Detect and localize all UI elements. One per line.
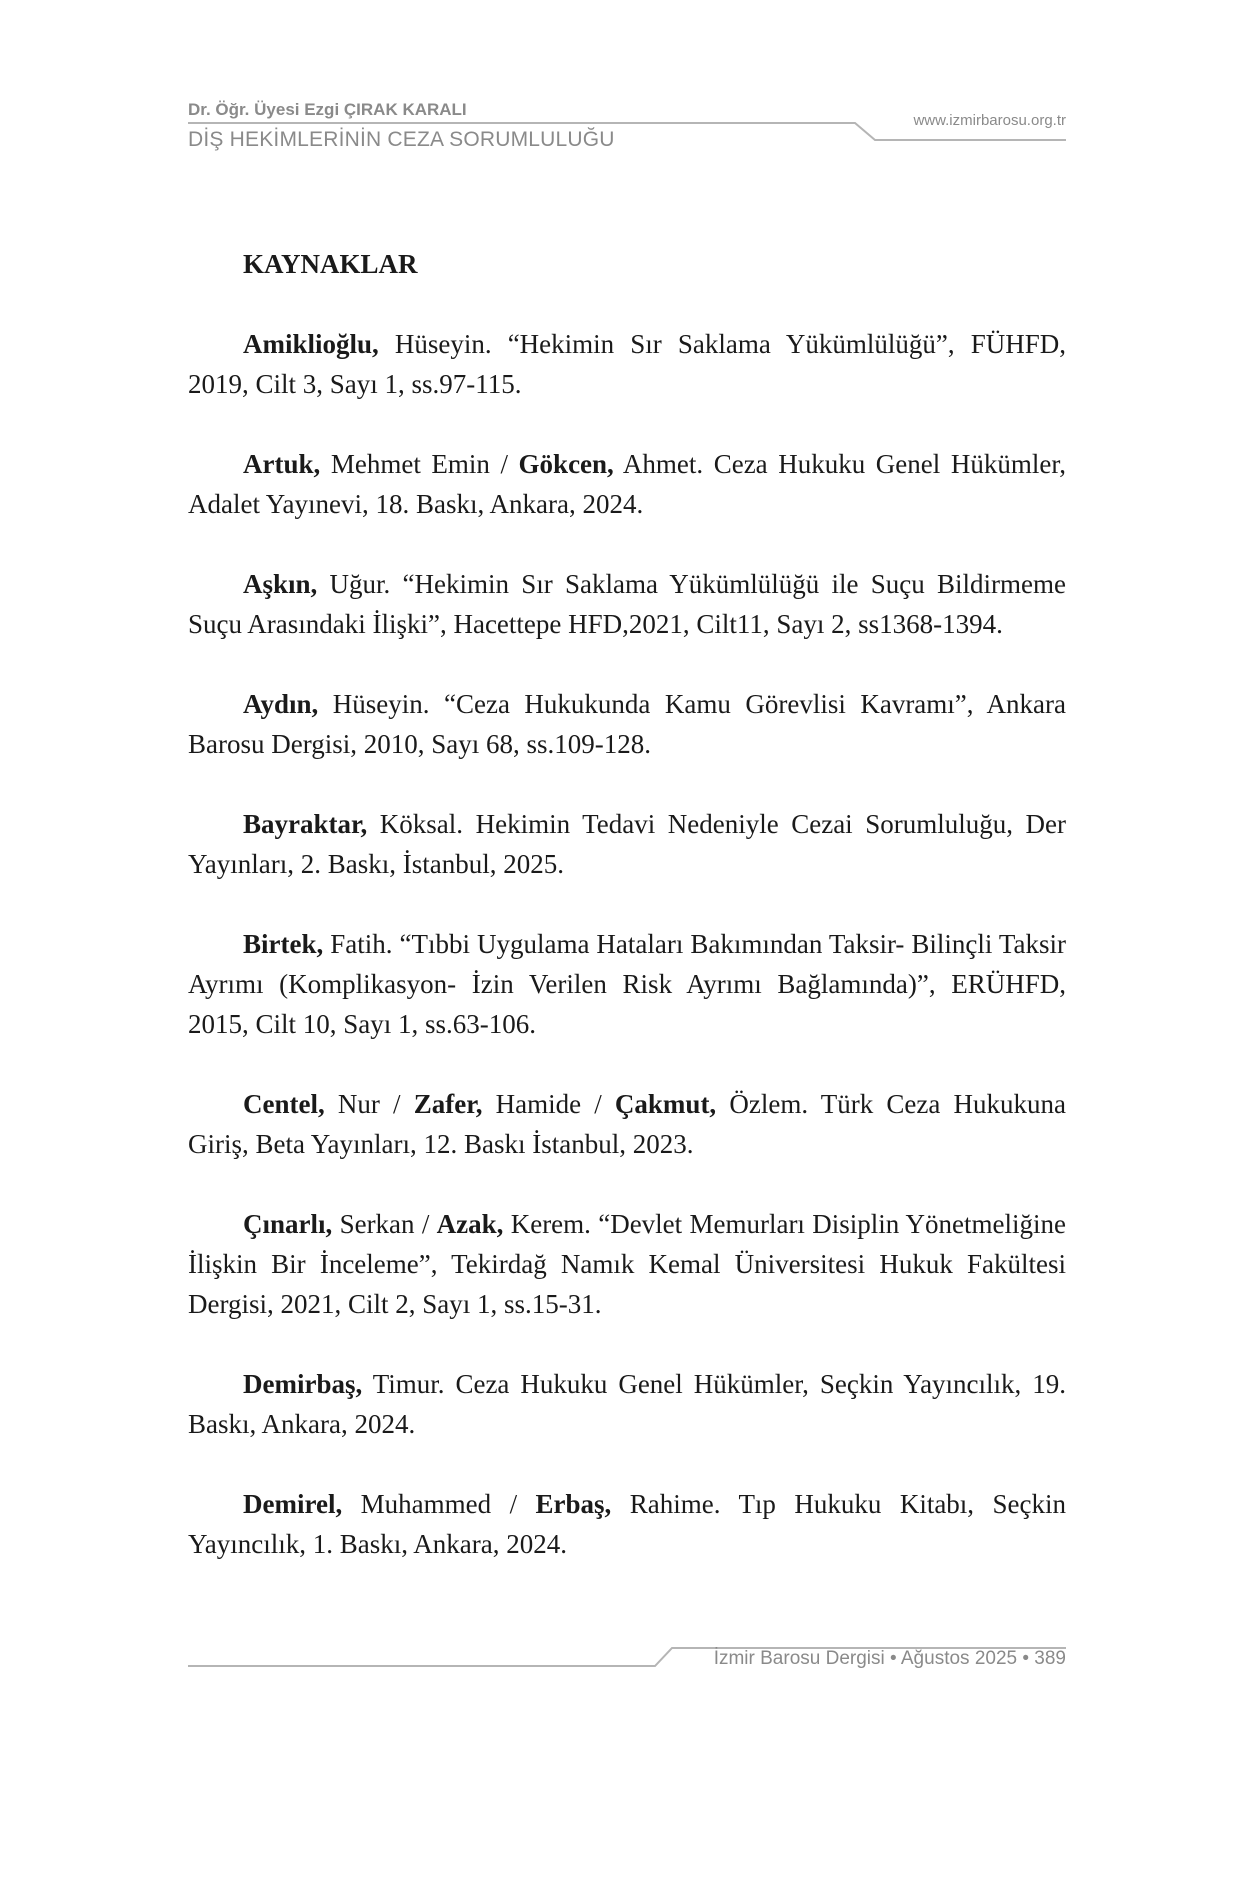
author-name: Demirbaş, (243, 1369, 363, 1399)
author-name: Centel, (243, 1089, 325, 1119)
author-name: Çakmut, (614, 1089, 717, 1119)
author-name: Amiklioğlu, (243, 329, 379, 359)
author-name: Aydın, (243, 689, 319, 719)
author-name: Azak, (436, 1209, 504, 1239)
reference-text: Hüseyin. “Hekimin Sır Saklama Yükümlülüğü”, FÜHFD, 2019, Cilt 3, Sayı 1, ss.97-115. (188, 329, 1066, 399)
header-author: Dr. Öğr. Üyesi Ezgi ÇIRAK KARALI (188, 100, 467, 119)
footer-journal: İzmir Barosu Dergisi • Ağustos 2025 • (713, 1648, 1030, 1669)
author-name: Gökcen, (518, 449, 614, 479)
reference-entry (188, 324, 1066, 404)
reference-text: Nur / (324, 1089, 414, 1119)
author-name: Bayraktar, (243, 809, 368, 839)
author-name: Zafer, (413, 1089, 483, 1119)
reference-entry (188, 564, 1066, 644)
reference-text: Hüseyin. “Ceza Hukukunda Kamu Görevlisi Kavramı”, Ankara Barosu Dergisi, 2010, Sayı 68, ss.109-128. (188, 689, 1066, 759)
page-number: 389 (1034, 1648, 1066, 1669)
author-name: Çınarlı, (243, 1209, 333, 1239)
reference-text: Rahime. Tıp Hukuku Kitabı, Seçkin Yayıncılık, 1. Baskı, Ankara, 2024. (188, 1489, 1066, 1559)
reference-entry (188, 1084, 1066, 1164)
author-name: Birtek, (243, 929, 324, 959)
reference-text: Fatih. “Tıbbi Uygulama Hataları Bakımından Taksir- Bilinçli Taksir Ayrımı (Komplikasyon- İzin Verilen Risk Ayrımı Bağlamında)”, ERÜHFD, 2015, Cilt 10, Sayı 1, ss.63-106. (188, 929, 1066, 1039)
reference-text: Uğur. “Hekimin Sır Saklama Yükümlülüğü ile Suçu Bildirmeme Suçu Arasındaki İlişki”, Hacettepe HFD,2021, Cilt11, Sayı 2, ss1368-1394. (188, 569, 1066, 639)
reference-text: Serkan / (332, 1209, 437, 1239)
footer (714, 1648, 1066, 1670)
reference-text: Köksal. Hekimin Tedavi Nedeniyle Cezai Sorumluluğu, Der Yayınları, 2. Baskı, İstanbul, 2025. (188, 809, 1066, 879)
reference-text: Hamide / (482, 1089, 615, 1119)
reference-text: Timur. Ceza Hukuku Genel Hükümler, Seçkin Yayıncılık, 19. Baskı, Ankara, 2024. (188, 1369, 1066, 1439)
reference-entry (188, 924, 1066, 1044)
author-name: Demirel, (243, 1489, 343, 1519)
author-name: Artuk, (243, 449, 321, 479)
reference-text: Muhammed / (342, 1489, 536, 1519)
reference-entry (188, 804, 1066, 884)
reference-entry (188, 444, 1066, 524)
reference-entry (188, 1364, 1066, 1444)
reference-text: Özlem. Türk Ceza Hukukuna Giriş, Beta Yayınları, 12. Baskı İstanbul, 2023. (188, 1089, 1066, 1159)
reference-list (188, 324, 1066, 1564)
header-article-title: DİŞ HEKİMLERİNİN CEZA SORUMLULUĞU (188, 128, 615, 151)
reference-entry (188, 1484, 1066, 1564)
header-url: www.izmirbarosu.org.tr (913, 112, 1066, 129)
references-section (188, 244, 1066, 1604)
reference-text: Mehmet Emin / (320, 449, 519, 479)
reference-entry (188, 684, 1066, 764)
author-name: Erbaş, (535, 1489, 612, 1519)
section-heading: KAYNAKLAR (243, 249, 418, 279)
reference-text: Ahmet. Ceza Hukuku Genel Hükümler, Adalet Yayınevi, 18. Baskı, Ankara, 2024. (188, 449, 1066, 519)
reference-entry (188, 1204, 1066, 1324)
author-name: Aşkın, (243, 569, 318, 599)
reference-text: Kerem. “Devlet Memurları Disiplin Yönetmeliğine İlişkin Bir İnceleme”, Tekirdağ Namık Kemal Üniversitesi Hukuk Fakültesi Dergisi, 2021, Cilt 2, Sayı 1, ss.15-31. (188, 1209, 1067, 1319)
